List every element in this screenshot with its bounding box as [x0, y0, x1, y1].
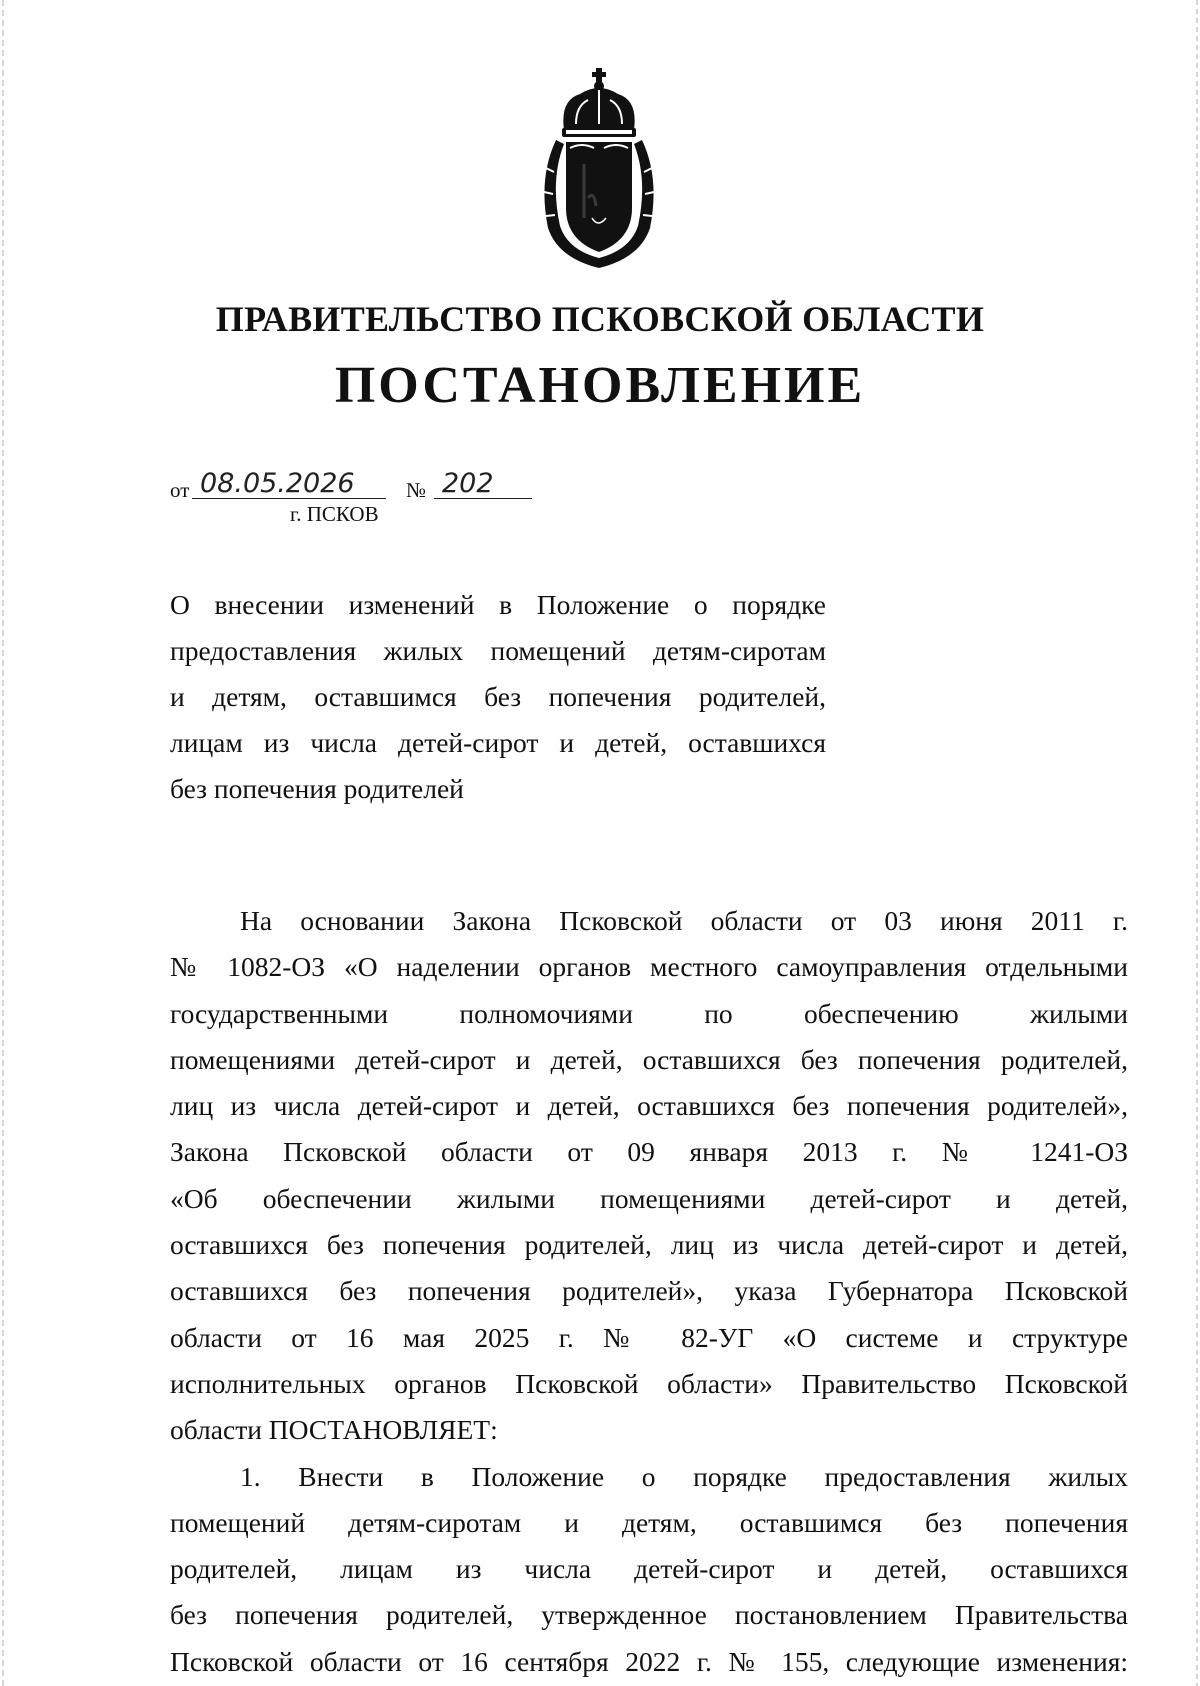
body-line: области ПОСТАНОВЛЯЕТ: [170, 1414, 498, 1446]
title-line: без попечения родителей [170, 773, 464, 804]
coat-of-arms-icon [536, 68, 662, 268]
body-line: На основании Закона Псковской области от 03 июня 2011 г. [240, 905, 1128, 936]
body-line: без попечения родителей, утвержденное постановлением Правительства [170, 1599, 1128, 1631]
body-line: оставшихся без попечения родителей», указа Губернатора Псковской [170, 1275, 1128, 1307]
scan-edge-left [2, 0, 4, 1686]
body-line: лиц из числа детей-сирот и детей, оставшихся без попечения родителей», [170, 1090, 1128, 1122]
body-line: области от 16 мая 2025 г. № 82-УГ «О системе и структуре [170, 1321, 1128, 1353]
body-line: «Об обеспечении жилыми помещениями детей-сирот и детей, [170, 1182, 1128, 1214]
title-line: предоставления жилых помещений детям-сиротам [170, 635, 826, 666]
body-line: государственными полномочиями по обеспечению жилыми [170, 997, 1128, 1029]
number-handwritten: 202 [434, 468, 532, 499]
document-type: ПОСТАНОВЛЕНИЕ [334, 357, 866, 414]
date-label: от [170, 478, 190, 502]
body-line: № 1082-ОЗ «О наделении органов местного самоуправления отдельными [170, 951, 1128, 983]
document-title [170, 582, 826, 812]
body-line: родителей, лицам из числа детей-сирот и детей, оставшихся [170, 1553, 1128, 1585]
date-handwritten: 08.05.2026 [192, 468, 386, 499]
scan-edge-right [1196, 0, 1198, 1686]
title-line: и детям, оставшимся без попечения родителей, [170, 681, 826, 712]
body-line: исполнительных органов Псковской области» Правительство Псковской [170, 1367, 1128, 1399]
city-label: г. ПСКОВ [290, 502, 379, 526]
title-line: лицам из числа детей-сирот и детей, оставшихся [170, 727, 826, 758]
body-line: помещений детям-сиротам и детям, оставшимся без попечения [170, 1506, 1128, 1538]
document-body [170, 898, 1128, 1685]
body-line: 1. Внести в Положение о порядке предоставления жилых [240, 1460, 1128, 1492]
body-line: Псковской области от 16 сентября 2022 г. № 155, следующие изменения: [170, 1645, 1128, 1677]
body-line: Закона Псковской области от 09 января 2013 г. № 1241-ОЗ [170, 1136, 1128, 1168]
title-line: О внесении изменений в Положение о порядке [170, 589, 826, 620]
body-line: помещениями детей-сирот и детей, оставшихся без попечения родителей, [170, 1043, 1128, 1075]
organization-name: ПРАВИТЕЛЬСТВО ПСКОВСКОЙ ОБЛАСТИ [215, 299, 985, 339]
body-line: оставшихся без попечения родителей, лиц из числа детей-сирот и детей, [170, 1229, 1128, 1261]
number-label: № [406, 478, 427, 502]
